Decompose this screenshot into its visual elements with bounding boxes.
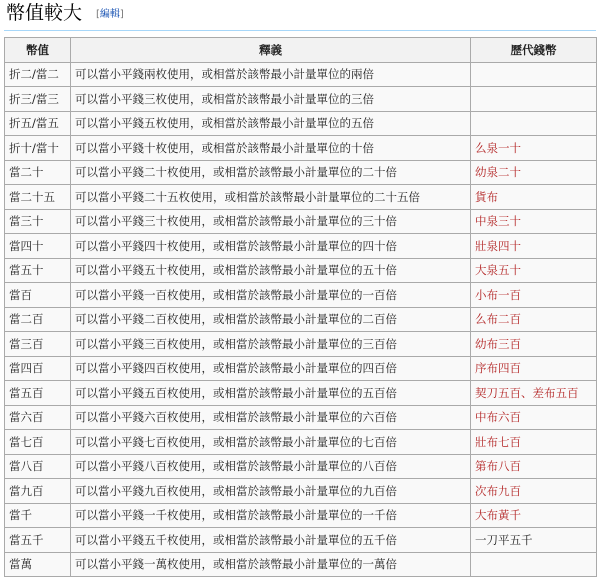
coins-cell — [471, 136, 597, 161]
coin-link[interactable]: 小布一百 — [475, 287, 521, 302]
header-value: 幣值 — [5, 38, 71, 63]
coin-link[interactable]: 第布八百 — [475, 459, 521, 474]
coin-link[interactable]: 序布四百 — [475, 361, 521, 376]
denomination-cell: 當四百 — [5, 356, 71, 381]
table-row — [5, 258, 597, 283]
coins-cell — [471, 283, 597, 308]
denomination-cell: 當二百 — [5, 307, 71, 332]
table-row — [5, 332, 597, 357]
coin-link[interactable]: 大泉五十 — [475, 263, 521, 278]
table-row — [5, 479, 597, 504]
meaning-cell: 可以當小平錢五千枚使用，或相當於該幣最小計量單位的五千倍 — [71, 528, 471, 553]
meaning-cell: 可以當小平錢三枚使用，或相當於該幣最小計量單位的三倍 — [71, 87, 471, 112]
coins-cell — [471, 62, 597, 87]
denomination-cell: 當五十 — [5, 258, 71, 283]
denomination-cell: 折三/當三 — [5, 87, 71, 112]
edit-bracket-open: [ — [96, 9, 100, 20]
meaning-cell: 可以當小平錢五十枚使用，或相當於該幣最小計量單位的五十倍 — [71, 258, 471, 283]
section-title: 幣值較大 — [6, 2, 83, 24]
coins-cell — [471, 234, 597, 259]
denomination-cell: 當三百 — [5, 332, 71, 357]
meaning-cell: 可以當小平錢三百枚使用，或相當於該幣最小計量單位的三百倍 — [71, 332, 471, 357]
denomination-cell: 當二十 — [5, 160, 71, 185]
denomination-cell: 當千 — [5, 503, 71, 528]
table-row — [5, 234, 597, 259]
coin-link[interactable]: 么泉一十 — [475, 140, 521, 155]
denomination-cell: 折二/當二 — [5, 62, 71, 87]
table-row — [5, 356, 597, 381]
meaning-cell: 可以當小平錢二百枚使用，或相當於該幣最小計量單位的二百倍 — [71, 307, 471, 332]
coins-cell — [471, 528, 597, 553]
meaning-cell: 可以當小平錢八百枚使用，或相當於該幣最小計量單位的八百倍 — [71, 454, 471, 479]
meaning-cell: 可以當小平錢一千枚使用，或相當於該幣最小計量單位的一千倍 — [71, 503, 471, 528]
denomination-table — [4, 37, 597, 577]
meaning-cell: 可以當小平錢四百枚使用，或相當於該幣最小計量單位的四百倍 — [71, 356, 471, 381]
coins-cell — [471, 160, 597, 185]
table-row — [5, 528, 597, 553]
edit-bracket-close: ] — [119, 9, 124, 20]
coin-link[interactable]: 貨布 — [475, 189, 498, 204]
table-row — [5, 209, 597, 234]
coins-cell — [471, 381, 597, 406]
table-row — [5, 185, 597, 210]
meaning-cell: 可以當小平錢四十枚使用，或相當於該幣最小計量單位的四十倍 — [71, 234, 471, 259]
table-row — [5, 160, 597, 185]
meaning-cell: 可以當小平錢一萬枚使用，或相當於該幣最小計量單位的一萬倍 — [71, 552, 471, 577]
denomination-cell: 當百 — [5, 283, 71, 308]
coin-link[interactable]: 次布九百 — [475, 483, 521, 498]
coin-link[interactable]: 中布六百 — [475, 410, 521, 425]
section-heading — [4, 0, 596, 31]
coins-cell — [471, 258, 597, 283]
denomination-cell: 當五百 — [5, 381, 71, 406]
table-row — [5, 405, 597, 430]
meaning-cell: 可以當小平錢六百枚使用，或相當於該幣最小計量單位的六百倍 — [71, 405, 471, 430]
table-row — [5, 87, 597, 112]
table-row — [5, 283, 597, 308]
coins-cell — [471, 479, 597, 504]
table-row — [5, 111, 597, 136]
coins-cell — [471, 503, 597, 528]
meaning-cell: 可以當小平錢兩枚使用，或相當於該幣最小計量單位的兩倍 — [71, 62, 471, 87]
coin-name: 一刀平五千 — [475, 532, 533, 547]
coins-cell — [471, 405, 597, 430]
table-row — [5, 503, 597, 528]
denomination-cell: 折十/當十 — [5, 136, 71, 161]
edit-section — [96, 8, 124, 22]
table-row — [5, 430, 597, 455]
coins-cell — [471, 552, 597, 577]
denomination-cell: 當九百 — [5, 479, 71, 504]
table-row — [5, 136, 597, 161]
coin-link[interactable]: 幼泉二十 — [475, 165, 521, 180]
table-body — [5, 62, 597, 577]
table-row — [5, 552, 597, 577]
header-meaning: 釋義 — [71, 38, 471, 63]
coin-link[interactable]: 壯布七百 — [475, 434, 521, 449]
meaning-cell: 可以當小平錢七百枚使用，或相當於該幣最小計量單位的七百倍 — [71, 430, 471, 455]
denomination-cell: 當七百 — [5, 430, 71, 455]
table-row — [5, 454, 597, 479]
coins-cell — [471, 356, 597, 381]
coin-link[interactable]: 幼布三百 — [475, 336, 521, 351]
meaning-cell: 可以當小平錢九百枚使用，或相當於該幣最小計量單位的九百倍 — [71, 479, 471, 504]
meaning-cell: 可以當小平錢五百枚使用，或相當於該幣最小計量單位的五百倍 — [71, 381, 471, 406]
denomination-cell: 當三十 — [5, 209, 71, 234]
header-coins: 歷代錢幣 — [471, 38, 597, 63]
denomination-cell: 當二十五 — [5, 185, 71, 210]
coins-cell — [471, 111, 597, 136]
denomination-cell: 當四十 — [5, 234, 71, 259]
table-header-row — [5, 38, 597, 63]
denomination-cell: 當五千 — [5, 528, 71, 553]
meaning-cell: 可以當小平錢五枚使用，或相當於該幣最小計量單位的五倍 — [71, 111, 471, 136]
coins-cell — [471, 185, 597, 210]
coin-link[interactable]: 么布二百 — [475, 312, 521, 327]
denomination-cell: 折五/當五 — [5, 111, 71, 136]
coin-link[interactable]: 大布黃千 — [475, 508, 521, 523]
coins-cell — [471, 430, 597, 455]
meaning-cell: 可以當小平錢二十枚使用，或相當於該幣最小計量單位的二十倍 — [71, 160, 471, 185]
meaning-cell: 可以當小平錢一百枚使用，或相當於該幣最小計量單位的一百倍 — [71, 283, 471, 308]
table-row — [5, 381, 597, 406]
coins-cell — [471, 87, 597, 112]
denomination-cell: 當八百 — [5, 454, 71, 479]
coins-cell — [471, 307, 597, 332]
edit-section-link[interactable]: 編輯 — [99, 9, 120, 20]
denomination-cell: 當六百 — [5, 405, 71, 430]
table-row — [5, 62, 597, 87]
denomination-cell: 當萬 — [5, 552, 71, 577]
meaning-cell: 可以當小平錢二十五枚使用，或相當於該幣最小計量單位的二十五倍 — [71, 185, 471, 210]
table-row — [5, 307, 597, 332]
coin-link[interactable]: 契刀五百、差布五百 — [475, 385, 579, 400]
meaning-cell: 可以當小平錢三十枚使用，或相當於該幣最小計量單位的三十倍 — [71, 209, 471, 234]
coins-cell — [471, 332, 597, 357]
coins-cell — [471, 454, 597, 479]
coin-link[interactable]: 中泉三十 — [475, 214, 521, 229]
coin-link[interactable]: 壯泉四十 — [475, 238, 521, 253]
meaning-cell: 可以當小平錢十枚使用，或相當於該幣最小計量單位的十倍 — [71, 136, 471, 161]
coins-cell — [471, 209, 597, 234]
